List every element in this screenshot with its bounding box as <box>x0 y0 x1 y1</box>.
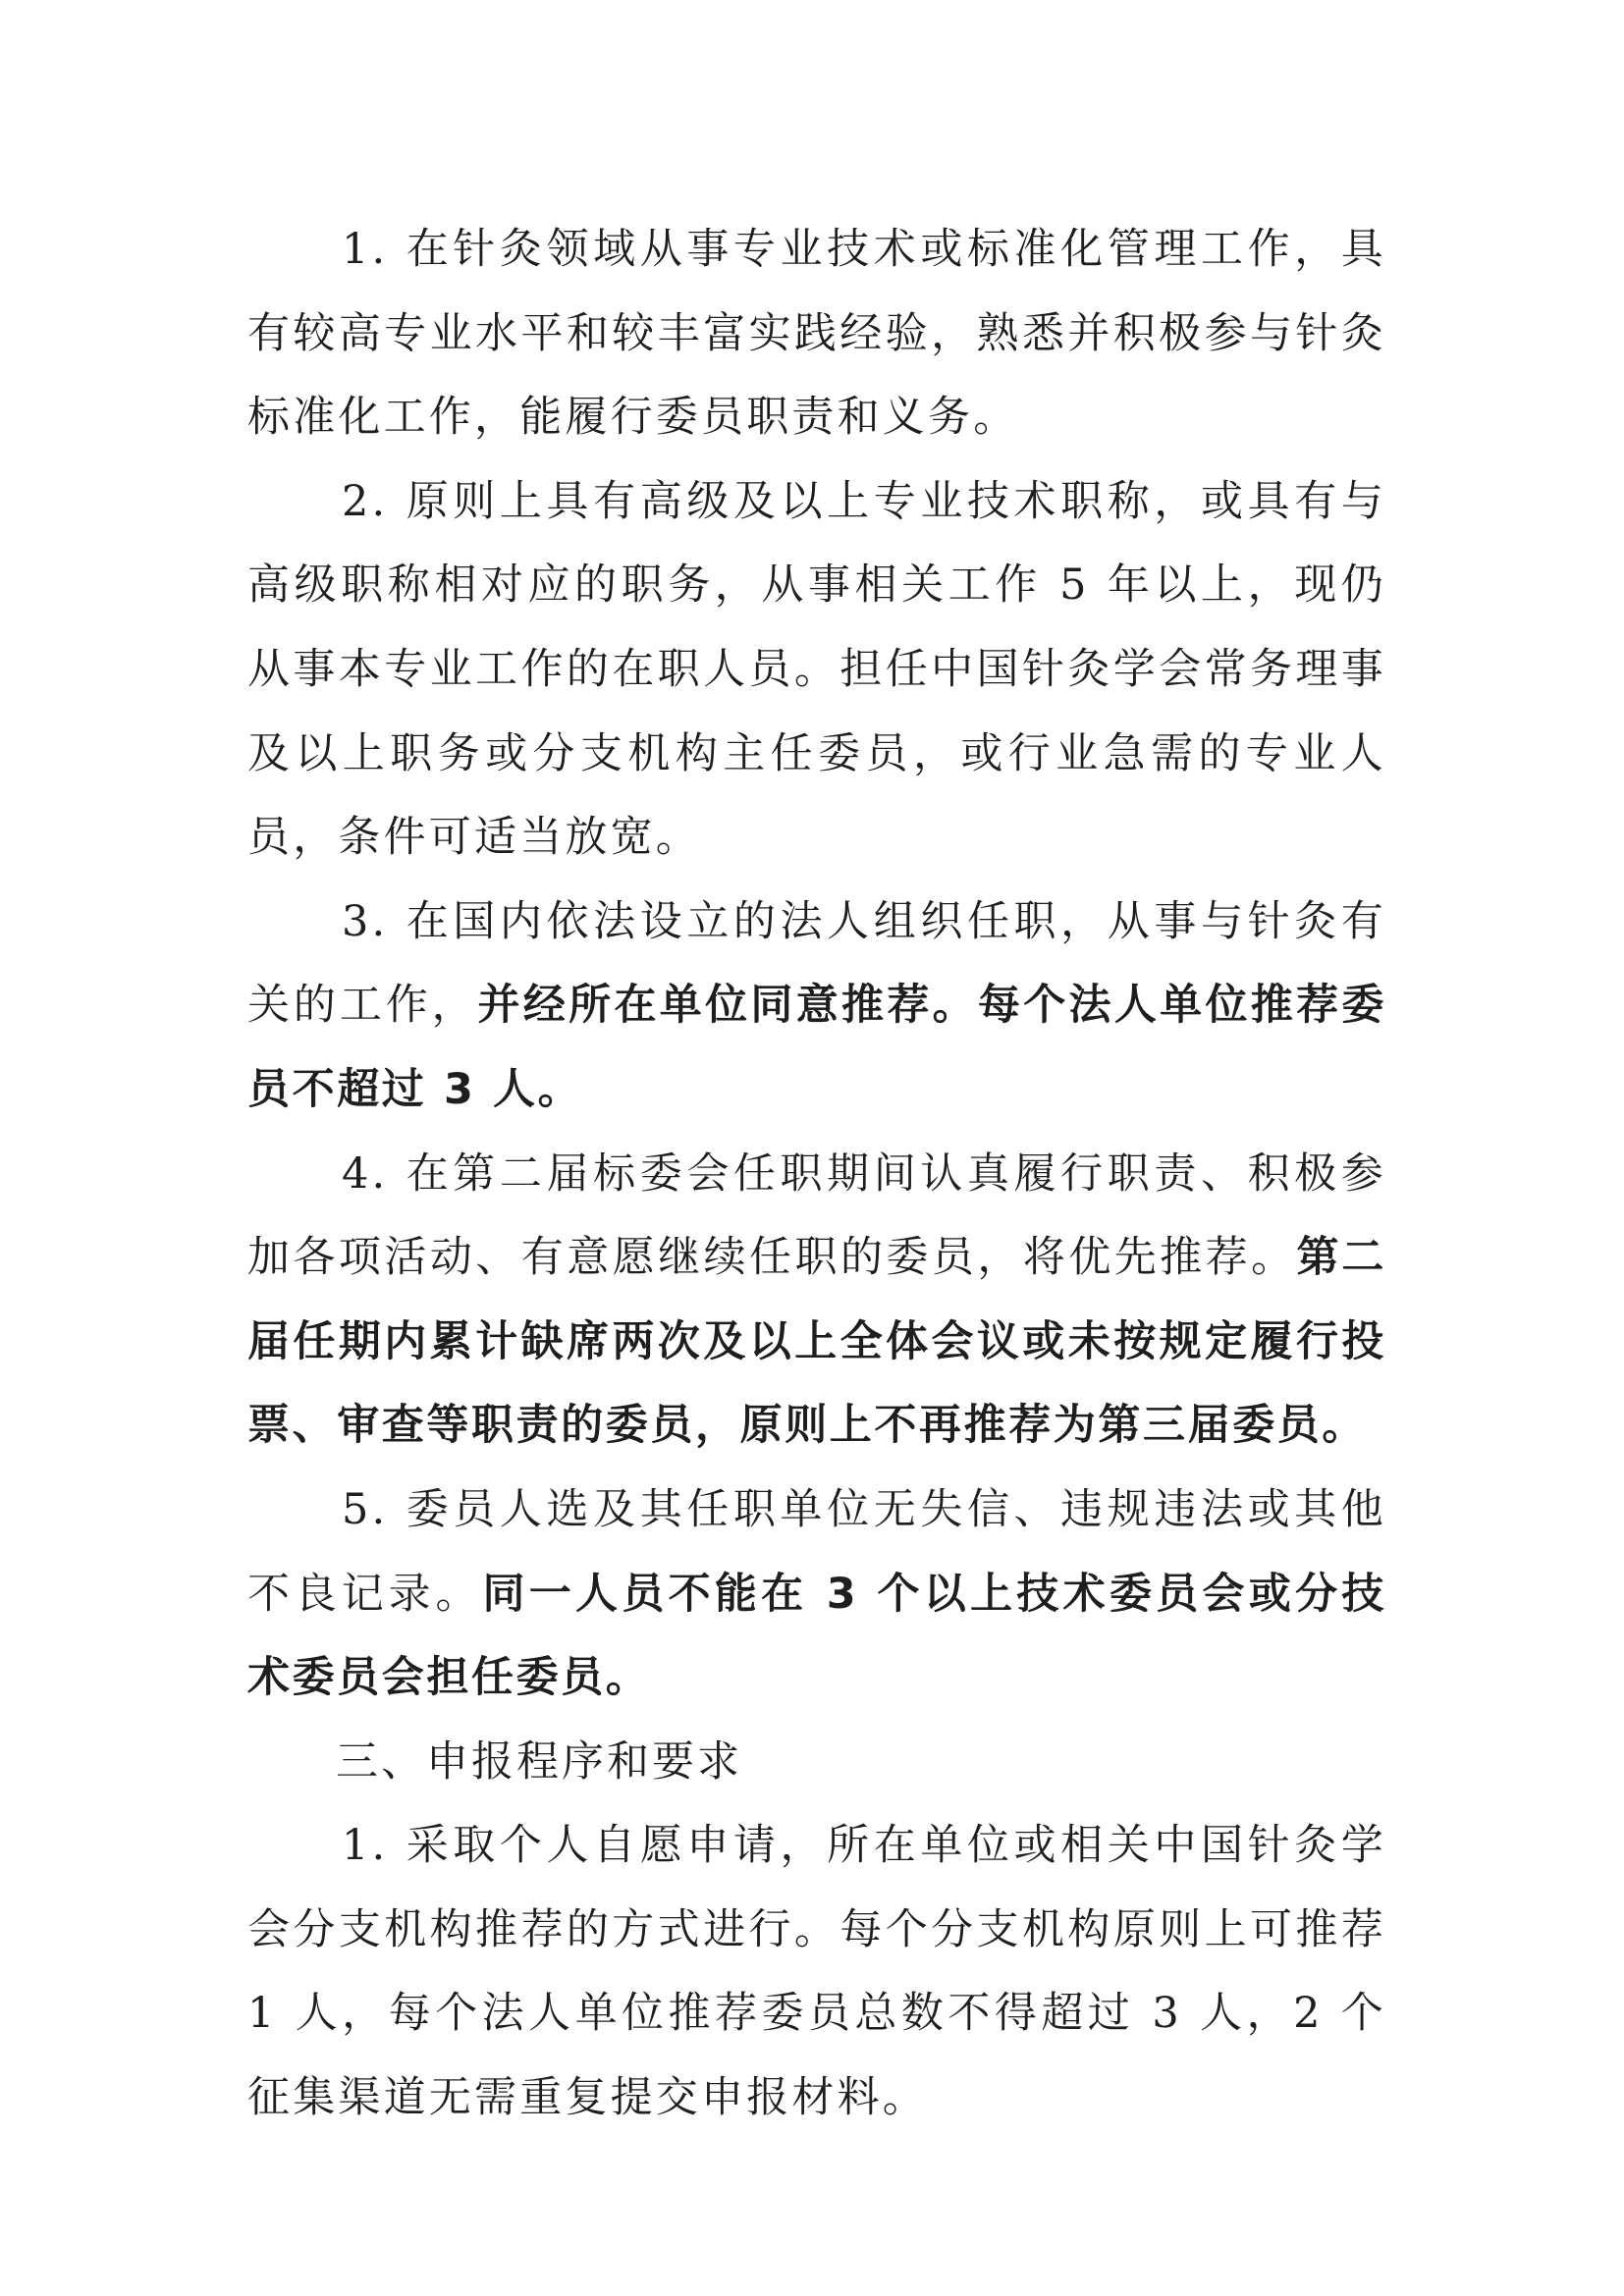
criteria-item-1 <box>247 208 1386 460</box>
criteria-item-2 <box>247 460 1386 881</box>
criteria-item-5-text: 5. 委员人选及其任职单位无失信、违规违法或其他不良记录。 <box>247 1484 1386 1619</box>
section-heading: 三、申报程序和要求 <box>336 1736 742 1787</box>
procedure-item-1 <box>247 1804 1386 2140</box>
criteria-item-3 <box>247 881 1386 1133</box>
criteria-item-1-text: 1. 在针灸领域从事专业技术或标准化管理工作，具有较高专业水平和较丰富实践经验，熟悉并积极参与针灸标准化工作，能履行委员职责和义务。 <box>247 225 1386 443</box>
procedure-item-1-text: 1. 采取个人自愿申请，所在单位或相关中国针灸学会分支机构推荐的方式进行。每个分支机构原则上可推荐 1 人，每个法人单位推荐委员总数不得超过 3 人，2 个征集渠道无需重复提交申报材料。 <box>247 1821 1386 2123</box>
document-page <box>247 208 1386 2141</box>
criteria-item-5 <box>247 1468 1386 1721</box>
criteria-item-4 <box>247 1133 1386 1468</box>
criteria-item-4-text: 4. 在第二届标委会任职期间认真履行职责、积极参加各项活动、有意愿继续任职的委员，将优先推荐。 <box>247 1148 1386 1283</box>
criteria-item-5-emphasis: 同一人员不能在 3 个以上技术委员会或分技术委员会担任委员。 <box>247 1569 1386 1703</box>
criteria-item-3-emphasis: 并经所在单位同意推荐。每个法人单位推荐委员不超过 3 人。 <box>247 981 1387 1114</box>
criteria-item-4-emphasis: 第二届任期内累计缺席两次及以上全体会议或未按规定履行投票、审查等职责的委员，原则上不再推荐为第三届委员。 <box>247 1233 1386 1451</box>
criteria-item-2-text: 2. 原则上具有高级及以上专业技术职称，或具有与高级职称相对应的职务，从事相关工作 5 年以上，现仍从事本专业工作的在职人员。担任中国针灸学会常务理事及以上职务或分支机构主任委员，或行业急需的专业人员，条件可适当放宽。 <box>247 476 1386 863</box>
criteria-item-3-text: 3. 在国内依法设立的法人组织任职，从事与针灸有关的工作， <box>247 896 1386 1031</box>
